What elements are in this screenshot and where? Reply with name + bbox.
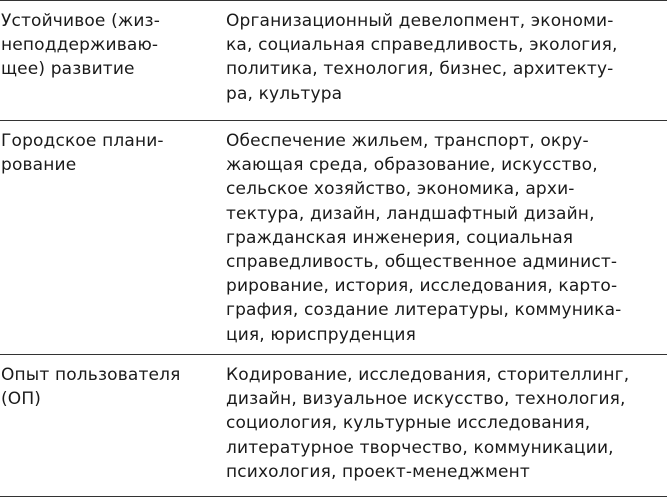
row-fields: Обеспечение жильем, транспорт, окру- жающая среда, образование, искусство, сельское хозяйство, экономика, архи- тектура, дизайн, ландшафтный дизайн, гражданская инженерия, социальная справедливость, общественное админист- рирование, история, исследования, карто- графия, создание литературы, коммуника- ция, юриспруденция [226, 131, 622, 345]
row-fields: Кодирование, исследования, сторителлинг, дизайн, визуальное искусство, технология, социология, культурные исследования, литературное творчество, коммуникации, психология, проект-менеджмент [226, 365, 630, 482]
table-row [0, 121, 667, 355]
row-fields: Организационный девелопмент, экономи- ка, социальная справедливость, экология, политика, технология, бизнес, архитекту- ра, культура [226, 11, 618, 104]
table-row [0, 355, 667, 497]
table-row [0, 1, 667, 121]
row-term: Городское плани- рование [1, 131, 164, 176]
row-term: Опыт пользователя (ОП) [1, 365, 181, 410]
row-term: Устойчивое (жиз- неподдерживаю- щее) развитие [1, 11, 161, 80]
